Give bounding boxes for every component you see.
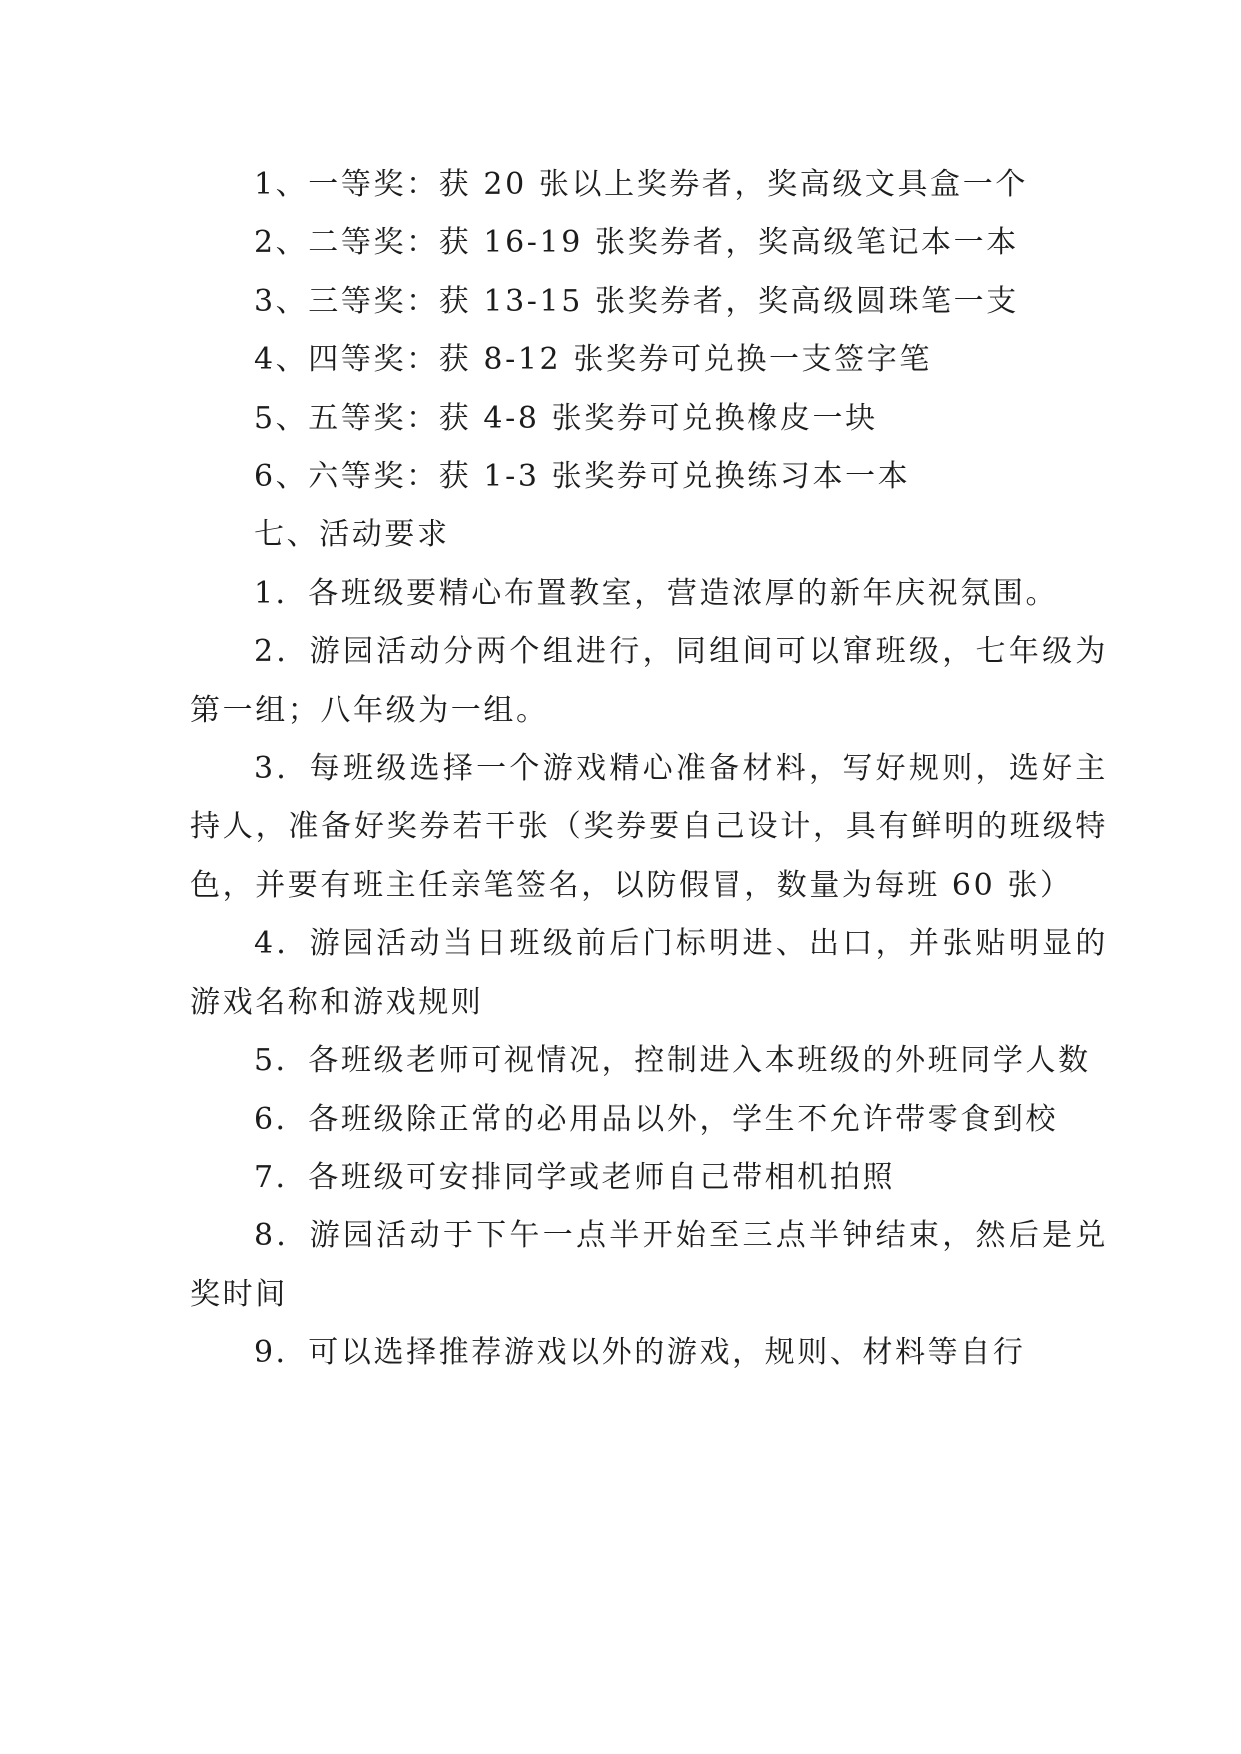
prize-item-4: 4、四等奖：获 8-12 张奖券可兑换一支签字笔 — [254, 342, 932, 378]
requirement-item-2: 2．游园活动分两个组进行，同组间可以窜班级，七年级为第一组；八年级为一组。 — [190, 634, 1108, 728]
document-page — [190, 156, 1108, 1383]
requirement-item-3: 3．每班级选择一个游戏精心准备材料，写好规则，选好主持人，准备好奖券若干张（奖券要自己设计，具有鲜明的班级特色，并要有班主任亲笔签名，以防假冒，数量为每班 60 张） — [190, 751, 1108, 903]
requirement-item-5: 5．各班级老师可视情况，控制进入本班级的外班同学人数 — [254, 1043, 1091, 1079]
requirement-item-6: 6．各班级除正常的必用品以外，学生不允许带零食到校 — [254, 1101, 1059, 1137]
requirement-item-4: 4．游园活动当日班级前后门标明进、出口，并张贴明显的游戏名称和游戏规则 — [190, 926, 1108, 1020]
section-heading: 七、活动要求 — [254, 517, 450, 553]
prize-item-6: 6、六等奖：获 1-3 张奖券可兑换练习本一本 — [254, 459, 911, 495]
prize-item-5: 5、五等奖：获 4-8 张奖券可兑换橡皮一块 — [254, 400, 878, 436]
requirement-item-8: 8．游园活动于下午一点半开始至三点半钟结束，然后是兑奖时间 — [190, 1218, 1108, 1312]
prize-item-1: 1、一等奖：获 20 张以上奖券者，奖高级文具盒一个 — [254, 167, 1028, 202]
requirement-item-7: 7．各班级可安排同学或老师自己带相机拍照 — [254, 1159, 896, 1195]
requirement-item-9: 9．可以选择推荐游戏以外的游戏，规则、材料等自行 — [254, 1335, 1026, 1371]
requirement-item-1: 1．各班级要精心布置教室，营造浓厚的新年庆祝氛围。 — [254, 575, 1059, 611]
prize-item-2: 2、二等奖：获 16-19 张奖券者，奖高级笔记本一本 — [254, 225, 1019, 261]
prize-item-3: 3、三等奖：获 13-15 张奖券者，奖高级圆珠笔一支 — [254, 283, 1019, 319]
